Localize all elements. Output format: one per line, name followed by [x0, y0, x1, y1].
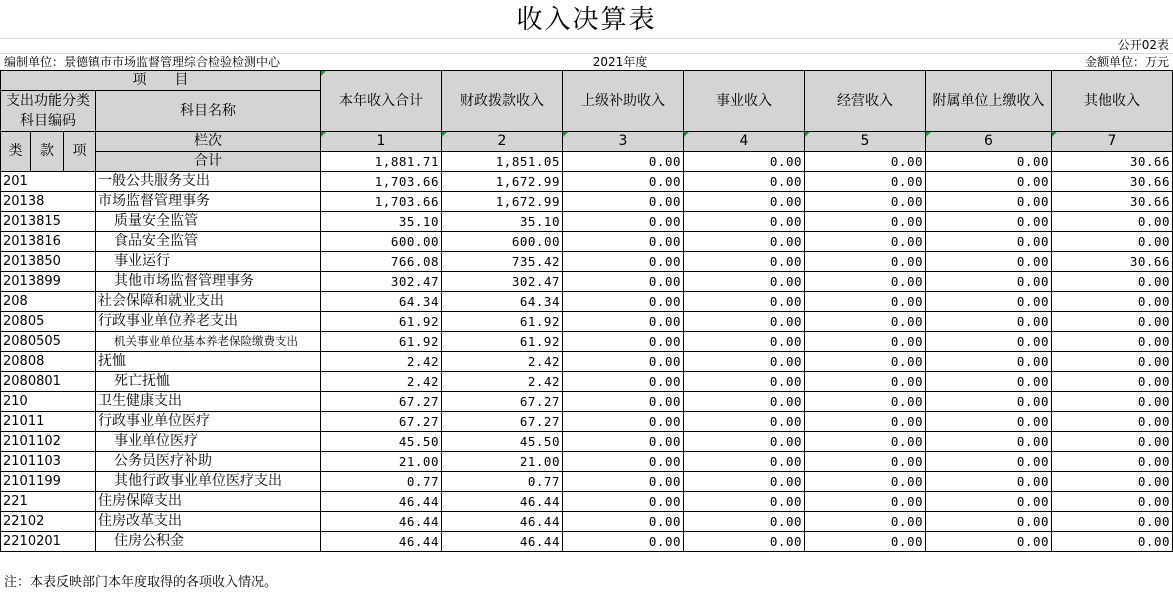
amount-cell-7: 0.00 [1052, 452, 1173, 472]
footnote: 注：本表反映部门本年度取得的各项收入情况。 [4, 575, 278, 590]
table-row [1, 292, 1173, 312]
amount-cell-3: 0.00 [563, 292, 684, 312]
subject-name: 行政事业单位医疗 [96, 412, 321, 432]
amount-cell-6: 0.00 [926, 212, 1052, 232]
total-value-6: 0.00 [926, 152, 1052, 172]
subject-name: 住房公积金 [96, 532, 321, 552]
amount-cell-4: 0.00 [684, 312, 805, 332]
col-number-7: 7 [1052, 132, 1173, 152]
amount-cell-6: 0.00 [926, 372, 1052, 392]
amount-cell-4: 0.00 [684, 292, 805, 312]
amount-cell-1: 61.92 [321, 332, 442, 352]
amount-cell-2: 2.42 [442, 352, 563, 372]
amount-cell-6: 0.00 [926, 532, 1052, 552]
subject-name: 公务员医疗补助 [96, 452, 321, 472]
subject-name: 机关事业单位基本养老保险缴费支出 [96, 332, 321, 352]
subject-name: 事业单位医疗 [96, 432, 321, 452]
col-header-1: 本年收入合计 [321, 71, 442, 132]
amount-cell-7: 0.00 [1052, 352, 1173, 372]
amount-cell-4: 0.00 [684, 432, 805, 452]
subject-code: 22102 [1, 512, 96, 532]
subject-name: 住房改革支出 [96, 512, 321, 532]
amount-cell-7: 0.00 [1052, 212, 1173, 232]
amount-cell-1: 0.77 [321, 472, 442, 492]
table-number: 公开02表 [1117, 38, 1169, 52]
subject-code: 20805 [1, 312, 96, 332]
amount-cell-2: 735.42 [442, 252, 563, 272]
amount-cell-2: 46.44 [442, 512, 563, 532]
amount-cell-5: 0.00 [805, 212, 926, 232]
amount-unit: 金额单位：万元 [1084, 55, 1169, 69]
amount-cell-2: 21.00 [442, 452, 563, 472]
amount-cell-3: 0.00 [563, 452, 684, 472]
amount-cell-7: 0.00 [1052, 472, 1173, 492]
amount-cell-1: 2.42 [321, 372, 442, 392]
amount-cell-2: 2.42 [442, 372, 563, 392]
amount-cell-5: 0.00 [805, 432, 926, 452]
unit-row [0, 54, 1173, 70]
amount-cell-5: 0.00 [805, 472, 926, 492]
amount-cell-3: 0.00 [563, 372, 684, 392]
amount-cell-2: 1,672.99 [442, 192, 563, 212]
amount-cell-5: 0.00 [805, 252, 926, 272]
total-value-2: 1,851.05 [442, 152, 563, 172]
amount-cell-3: 0.00 [563, 472, 684, 492]
amount-cell-1: 1,703.66 [321, 172, 442, 192]
table-row [1, 272, 1173, 292]
amount-cell-7: 0.00 [1052, 412, 1173, 432]
amount-cell-1: 45.50 [321, 432, 442, 452]
subject-code: 2013815 [1, 212, 96, 232]
amount-cell-3: 0.00 [563, 192, 684, 212]
total-value-3: 0.00 [563, 152, 684, 172]
amount-cell-5: 0.00 [805, 292, 926, 312]
table-row [1, 232, 1173, 252]
table-row [1, 472, 1173, 492]
amount-cell-1: 2.42 [321, 352, 442, 372]
subject-name: 其他行政事业单位医疗支出 [96, 472, 321, 492]
subject-name: 其他市场监督管理事务 [96, 272, 321, 292]
amount-cell-3: 0.00 [563, 312, 684, 332]
amount-cell-1: 46.44 [321, 492, 442, 512]
amount-cell-7: 0.00 [1052, 532, 1173, 552]
subject-code: 201 [1, 172, 96, 192]
amount-cell-5: 0.00 [805, 512, 926, 532]
amount-cell-5: 0.00 [805, 352, 926, 372]
amount-cell-2: 61.92 [442, 312, 563, 332]
lanci-header: 栏次 [96, 132, 321, 152]
amount-cell-2: 67.27 [442, 412, 563, 432]
subject-name: 行政事业单位养老支出 [96, 312, 321, 332]
amount-cell-5: 0.00 [805, 272, 926, 292]
amount-cell-4: 0.00 [684, 192, 805, 212]
amount-cell-4: 0.00 [684, 412, 805, 432]
col-header-5: 经营收入 [805, 71, 926, 132]
amount-cell-6: 0.00 [926, 332, 1052, 352]
amount-cell-6: 0.00 [926, 352, 1052, 372]
subject-name: 住房保障支出 [96, 492, 321, 512]
amount-cell-4: 0.00 [684, 352, 805, 372]
amount-cell-3: 0.00 [563, 512, 684, 532]
amount-cell-1: 302.47 [321, 272, 442, 292]
amount-cell-5: 0.00 [805, 392, 926, 412]
amount-cell-3: 0.00 [563, 432, 684, 452]
amount-cell-4: 0.00 [684, 252, 805, 272]
amount-cell-2: 67.27 [442, 392, 563, 412]
amount-cell-5: 0.00 [805, 492, 926, 512]
subject-name: 社会保障和就业支出 [96, 292, 321, 312]
col-number-1: 1 [321, 132, 442, 152]
subject-code: 2101199 [1, 472, 96, 492]
amount-cell-7: 0.00 [1052, 332, 1173, 352]
amount-cell-1: 600.00 [321, 232, 442, 252]
compiling-unit: 编制单位：景德镇市市场监督管理综合检验检测中心 [4, 55, 281, 69]
amount-cell-6: 0.00 [926, 492, 1052, 512]
amount-cell-1: 61.92 [321, 312, 442, 332]
subject-code: 21011 [1, 412, 96, 432]
subject-code: 2101103 [1, 452, 96, 472]
amount-cell-4: 0.00 [684, 172, 805, 192]
table-row [1, 412, 1173, 432]
amount-cell-7: 0.00 [1052, 372, 1173, 392]
amount-cell-4: 0.00 [684, 472, 805, 492]
amount-cell-1: 1,703.66 [321, 192, 442, 212]
amount-cell-4: 0.00 [684, 212, 805, 232]
amount-cell-3: 0.00 [563, 332, 684, 352]
subject-code: 2013899 [1, 272, 96, 292]
subject-name: 事业运行 [96, 252, 321, 272]
amount-cell-5: 0.00 [805, 452, 926, 472]
subject-code: 2101102 [1, 432, 96, 452]
amount-cell-2: 1,672.99 [442, 172, 563, 192]
amount-cell-4: 0.00 [684, 492, 805, 512]
total-value-5: 0.00 [805, 152, 926, 172]
amount-cell-6: 0.00 [926, 452, 1052, 472]
amount-cell-1: 67.27 [321, 412, 442, 432]
amount-cell-4: 0.00 [684, 232, 805, 252]
subject-code: 2013816 [1, 232, 96, 252]
subject-code: 20808 [1, 352, 96, 372]
amount-cell-3: 0.00 [563, 252, 684, 272]
subject-name: 市场监督管理事务 [96, 192, 321, 212]
code-group-header: 支出功能分类科目编码 [1, 91, 96, 132]
amount-cell-7: 30.66 [1052, 192, 1173, 212]
table-row [1, 332, 1173, 352]
amount-cell-1: 64.34 [321, 292, 442, 312]
amount-cell-1: 46.44 [321, 532, 442, 552]
col-header-7: 其他收入 [1052, 71, 1173, 132]
col-number-3: 3 [563, 132, 684, 152]
amount-cell-3: 0.00 [563, 232, 684, 252]
amount-cell-2: 46.44 [442, 492, 563, 512]
amount-cell-6: 0.00 [926, 192, 1052, 212]
amount-cell-5: 0.00 [805, 532, 926, 552]
table-row [1, 172, 1173, 192]
kuan-header: 款 [31, 132, 64, 172]
table-row [1, 212, 1173, 232]
amount-cell-5: 0.00 [805, 232, 926, 252]
amount-cell-7: 0.00 [1052, 492, 1173, 512]
amount-cell-4: 0.00 [684, 452, 805, 472]
subject-code: 2210201 [1, 532, 96, 552]
amount-cell-7: 0.00 [1052, 512, 1173, 532]
lei-header: 类 [1, 132, 31, 172]
income-final-accounts-table [0, 70, 1173, 552]
subject-name: 卫生健康支出 [96, 392, 321, 412]
table-row [1, 452, 1173, 472]
amount-cell-4: 0.00 [684, 532, 805, 552]
amount-cell-6: 0.00 [926, 512, 1052, 532]
subject-code: 2013850 [1, 252, 96, 272]
amount-cell-6: 0.00 [926, 392, 1052, 412]
item-header: 项 目 [1, 71, 321, 91]
total-value-4: 0.00 [684, 152, 805, 172]
amount-cell-5: 0.00 [805, 332, 926, 352]
amount-cell-5: 0.00 [805, 172, 926, 192]
subject-name: 食品安全监管 [96, 232, 321, 252]
subject-code: 221 [1, 492, 96, 512]
amount-cell-4: 0.00 [684, 272, 805, 292]
subject-name: 一般公共服务支出 [96, 172, 321, 192]
table-row [1, 192, 1173, 212]
subject-code: 210 [1, 392, 96, 412]
table-row [1, 372, 1173, 392]
amount-cell-4: 0.00 [684, 392, 805, 412]
amount-cell-4: 0.00 [684, 332, 805, 352]
amount-cell-5: 0.00 [805, 412, 926, 432]
amount-cell-6: 0.00 [926, 472, 1052, 492]
amount-cell-7: 0.00 [1052, 292, 1173, 312]
amount-cell-2: 302.47 [442, 272, 563, 292]
table-row [1, 312, 1173, 332]
amount-cell-1: 67.27 [321, 392, 442, 412]
col-number-5: 5 [805, 132, 926, 152]
subject-code: 20138 [1, 192, 96, 212]
total-value-7: 30.66 [1052, 152, 1173, 172]
amount-cell-6: 0.00 [926, 432, 1052, 452]
table-row [1, 252, 1173, 272]
subject-name: 质量安全监管 [96, 212, 321, 232]
amount-cell-7: 30.66 [1052, 172, 1173, 192]
report-title: 收入决算表 [0, 0, 1173, 39]
amount-cell-6: 0.00 [926, 232, 1052, 252]
col-number-4: 4 [684, 132, 805, 152]
amount-cell-6: 0.00 [926, 252, 1052, 272]
xiang-header: 项 [64, 132, 96, 172]
amount-cell-7: 0.00 [1052, 272, 1173, 292]
subject-code: 2080505 [1, 332, 96, 352]
amount-cell-6: 0.00 [926, 172, 1052, 192]
amount-cell-2: 46.44 [442, 532, 563, 552]
amount-cell-4: 0.00 [684, 372, 805, 392]
table-row [1, 532, 1173, 552]
amount-cell-2: 35.10 [442, 212, 563, 232]
amount-cell-3: 0.00 [563, 272, 684, 292]
amount-cell-1: 35.10 [321, 212, 442, 232]
table-row [1, 352, 1173, 372]
amount-cell-1: 766.08 [321, 252, 442, 272]
amount-cell-3: 0.00 [563, 172, 684, 192]
amount-cell-7: 0.00 [1052, 432, 1173, 452]
table-number-row [0, 37, 1173, 53]
amount-cell-4: 0.00 [684, 512, 805, 532]
amount-cell-7: 0.00 [1052, 232, 1173, 252]
table-row [1, 392, 1173, 412]
amount-cell-7: 0.00 [1052, 312, 1173, 332]
col-number-2: 2 [442, 132, 563, 152]
name-header: 科目名称 [96, 91, 321, 132]
amount-cell-3: 0.00 [563, 412, 684, 432]
subject-name: 抚恤 [96, 352, 321, 372]
amount-cell-5: 0.00 [805, 312, 926, 332]
amount-cell-2: 45.50 [442, 432, 563, 452]
total-value-1: 1,881.71 [321, 152, 442, 172]
table-row [1, 512, 1173, 532]
table-row [1, 492, 1173, 512]
amount-cell-6: 0.00 [926, 312, 1052, 332]
subject-name: 死亡抚恤 [96, 372, 321, 392]
fiscal-year: 2021年度 [592, 55, 648, 69]
amount-cell-3: 0.00 [563, 212, 684, 232]
amount-cell-7: 30.66 [1052, 252, 1173, 272]
amount-cell-2: 0.77 [442, 472, 563, 492]
col-header-4: 事业收入 [684, 71, 805, 132]
col-number-6: 6 [926, 132, 1052, 152]
col-header-3: 上级补助收入 [563, 71, 684, 132]
amount-cell-6: 0.00 [926, 292, 1052, 312]
amount-cell-1: 21.00 [321, 452, 442, 472]
amount-cell-2: 64.34 [442, 292, 563, 312]
subject-code: 208 [1, 292, 96, 312]
col-header-6: 附属单位上缴收入 [926, 71, 1052, 132]
total-label: 合计 [96, 152, 321, 172]
amount-cell-3: 0.00 [563, 352, 684, 372]
amount-cell-3: 0.00 [563, 392, 684, 412]
amount-cell-6: 0.00 [926, 272, 1052, 292]
amount-cell-5: 0.00 [805, 192, 926, 212]
amount-cell-5: 0.00 [805, 372, 926, 392]
amount-cell-2: 61.92 [442, 332, 563, 352]
amount-cell-2: 600.00 [442, 232, 563, 252]
amount-cell-3: 0.00 [563, 532, 684, 552]
amount-cell-6: 0.00 [926, 412, 1052, 432]
col-header-2: 财政拨款收入 [442, 71, 563, 132]
amount-cell-1: 46.44 [321, 512, 442, 532]
amount-cell-7: 0.00 [1052, 392, 1173, 412]
table-row [1, 432, 1173, 452]
subject-code: 2080801 [1, 372, 96, 392]
amount-cell-3: 0.00 [563, 492, 684, 512]
